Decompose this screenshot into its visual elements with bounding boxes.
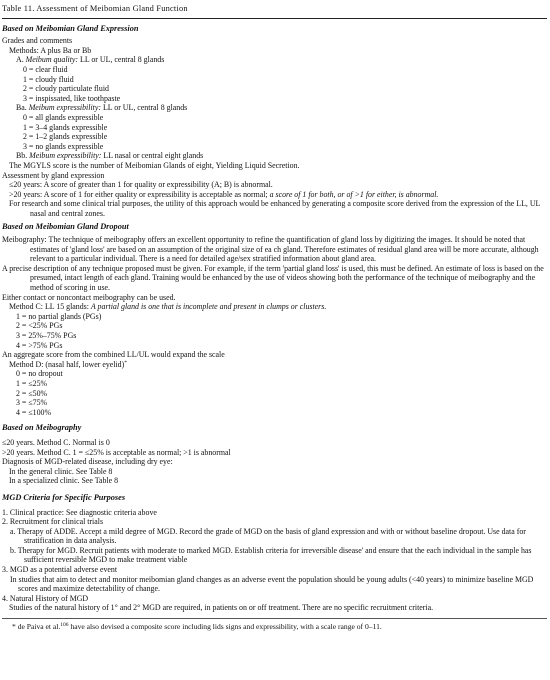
footnote: * de Paiva et al.$^{106}$ have also devised a composite score including lids signs and expressibility, with a scale range of 0–11. (12, 622, 382, 632)
score-item: 4 = >75% PGs (16, 340, 63, 350)
score-item: 4 = ≤100% (16, 407, 52, 417)
grade-item: 3 = no glands expressible (23, 141, 104, 151)
specialized-clinic-note: In a specialized clinic. See Table 8 (9, 476, 119, 486)
section-heading-meibography: Based on Meibography (2, 423, 82, 433)
purpose-1: 1. Clinical practice: See diagnostic criteria above (2, 507, 157, 517)
score-item: 3 = 25%–75% PGs (16, 331, 77, 340)
meibography-le20: ≤20 years. Method C. Normal is 0 (2, 437, 110, 447)
grade-item: 0 = clear fluid (23, 64, 68, 74)
score-item: 1 = ≤25% (16, 378, 48, 388)
methods-line: Methods: A plus Ba or Bb (9, 45, 92, 55)
table-11 (2, 4, 547, 632)
aggregate-note: An aggregate score from the combined LL/UL would expand the scale (2, 350, 225, 360)
assessment-label: Assessment by gland expression (2, 170, 105, 180)
method-bb: Bb. Meibum expressibility: LL nasal or central eight glands (16, 151, 204, 161)
grades-label: Grades and comments (2, 36, 73, 46)
method-a: A. Meibum quality: LL or UL, central 8 glands (16, 55, 165, 65)
method-ba: Ba. Meibum expressibility: LL or UL, central 8 glands (16, 103, 188, 113)
score-item: 2 = <25% PGs (16, 321, 63, 331)
table-title: Table 11. Assessment of Meibomian Gland Function (2, 4, 188, 13)
grade-item: 2 = cloudy particulate fluid (23, 84, 109, 94)
section-heading-criteria: MGD Criteria for Specific Purposes (2, 492, 126, 502)
section-heading-dropout: Based on Meibomian Gland Dropout (2, 222, 129, 232)
method-c: Method C: LL 15 glands: A partial gland is one that is incomplete and present in clumps or clusters. (9, 302, 327, 312)
age-le20-rule: ≤20 years: A score of greater than 1 for quality or expressibility (A; B) is abnormal. (9, 180, 273, 190)
grade-item: 3 = inspissated, like toothpaste (23, 93, 121, 103)
grade-item: 1 = 3–4 glands expressible (23, 122, 108, 132)
section-heading-expression: Based on Meibomian Gland Expression (2, 23, 139, 33)
bottom-rule (2, 618, 547, 619)
grade-item: 0 = all glands expressible (23, 112, 104, 122)
research-note: For research and some clinical trial purposes, the utility of this approach would be enhanced by generating a composite score derived from the expression of the LL, UL nasal and central zones. (9, 199, 541, 218)
contact-note: Either contact or noncontact meibography can be used. (2, 292, 176, 302)
purpose-3: 3. MGD as a potential adverse event (2, 565, 118, 575)
purpose-2a: a. Therapy of ADDE. Accept a mild degree of MGD. Record the grade of MGD on the basis of gland expression and with or without baseline dropout. Use data for stratification in data analysis. (10, 526, 526, 546)
meibography-paragraph: Meibography: The technique of meibography offers an excellent opportunity to refine the quantification of gland loss by digitizing the images. It should be noted that estimates of 'gland loss' are based on an assumption of the original size of ea ch gland. Therefore estimates of residual gland area will be more accurate, although relevant to a particular individual. There is a need for detailed age/sex stratified information about gland area. (2, 235, 539, 264)
meibography-gt20: >20 years. Method C. 1 = ≤25% is acceptable as normal; >1 is abnormal (2, 447, 231, 457)
grade-item: 1 = cloudy fluid (23, 74, 74, 84)
top-rule (2, 18, 547, 19)
purpose-2: 2. Recruitment for clinical trials (2, 517, 104, 527)
score-item: 0 = no dropout (16, 369, 63, 379)
purpose-4: 4. Natural History of MGD (2, 593, 89, 603)
mgyls-note: The MGYLS score is the number of Meibomian Glands of eight, Yielding Liquid Secretion. (9, 160, 300, 170)
purpose-2b: b. Therapy for MGD. Recruit patients with moderate to marked MGD. Establish criteria for irreversible disease' and ensure that the each individual in the sample has sufficient reversible MGD to make treatment viable (10, 545, 532, 565)
grade-item: 2 = 1–2 glands expressible (23, 132, 108, 142)
purpose-3-text: In studies that aim to detect and monitor meibomian gland changes as an adverse event the population should be young adults (<40 years) to minimize baseline MGD scores and maximize detectability of change. (10, 574, 534, 594)
general-clinic-note: In the general clinic. See Table 8 (9, 466, 113, 476)
score-item: 1 = no partial glands (PGs) (16, 311, 102, 321)
method-d: Method D: (nasal half, lower eyelid)* (9, 359, 128, 369)
age-gt20-rule: >20 years: A score of 1 for either quality or expressibility is acceptable as normal; a score of 1 for both, or of >1 for either, is abnormal. (9, 189, 439, 199)
precise-description-paragraph: A precise description of any technique proposed must be given. For example, if the term 'partial gland loss' is used, this must be defined. An estimate of loss is based on the presumed, intact length of each gland. Training would be enhanced by the use of videos showing both the performance of the technique of meibography and the method of scoring in use. (2, 263, 544, 293)
purpose-4-text: Studies of the natural history of 1° and 2° MGD are required, in patients on or off treatment. There are no specific recruitment criteria. (9, 603, 434, 613)
diagnosis-label: Diagnosis of MGD-related disease, including dry eye: (2, 457, 173, 467)
score-item: 3 = ≤75% (16, 398, 48, 408)
score-item: 2 = ≤50% (16, 388, 48, 398)
